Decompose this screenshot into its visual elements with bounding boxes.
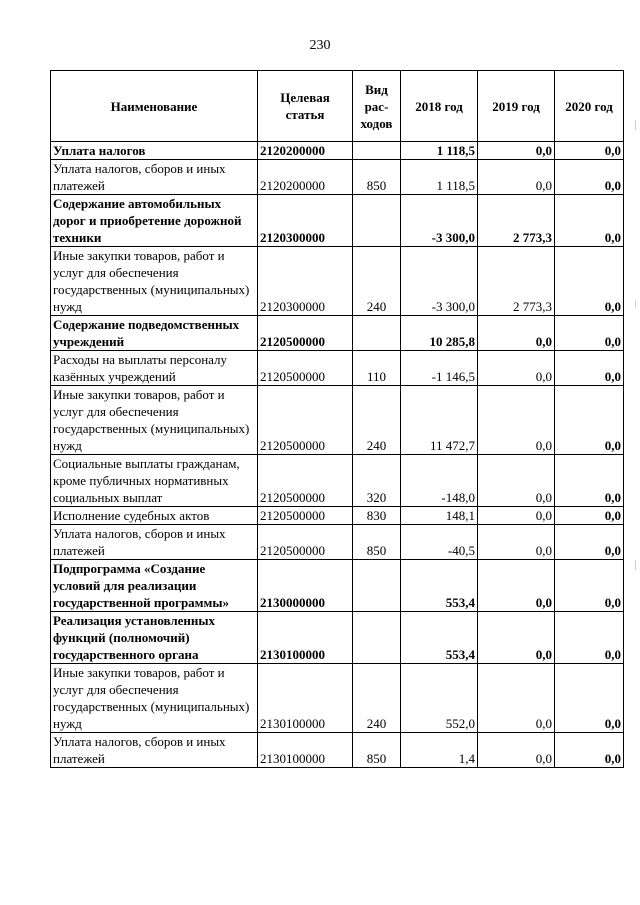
cell-2019: 0,0	[478, 612, 555, 664]
cell-2019: 2 773,3	[478, 247, 555, 316]
cell-name: Уплата налогов	[51, 142, 258, 160]
cell-kind	[353, 612, 401, 664]
cell-2020: 0,0	[555, 525, 624, 560]
cell-name: Исполнение судебных актов	[51, 507, 258, 525]
cell-2019: 0,0	[478, 351, 555, 386]
table-row	[51, 733, 624, 768]
cell-kind: 240	[353, 386, 401, 455]
cell-2020: 0,0	[555, 247, 624, 316]
cell-kind: 850	[353, 733, 401, 768]
cell-2018: 553,4	[401, 612, 478, 664]
cell-name: Уплата налогов, сборов и иных платежей	[51, 733, 258, 768]
cell-2019: 2 773,3	[478, 195, 555, 247]
table-row	[51, 612, 624, 664]
cell-code: 2130100000	[258, 664, 353, 733]
cell-kind	[353, 560, 401, 612]
cell-2018: 11 472,7	[401, 386, 478, 455]
cell-kind	[353, 316, 401, 351]
cell-2018: -148,0	[401, 455, 478, 507]
cell-name: Подпрограмма «Создание условий для реализации государственной программы»	[51, 560, 258, 612]
cell-kind: 240	[353, 247, 401, 316]
cell-code: 2120500000	[258, 316, 353, 351]
cell-2019: 0,0	[478, 525, 555, 560]
cell-name: Иные закупки товаров, работ и услуг для обеспечения государственных (муниципальных) нужд	[51, 247, 258, 316]
budget-table	[50, 70, 624, 768]
cell-2018: 1,4	[401, 733, 478, 768]
cell-2018: 1 118,5	[401, 142, 478, 160]
cell-2019: 0,0	[478, 142, 555, 160]
cell-name: Уплата налогов, сборов и иных платежей	[51, 525, 258, 560]
cell-code: 2120500000	[258, 507, 353, 525]
table-row	[51, 455, 624, 507]
cell-code: 2120300000	[258, 247, 353, 316]
cell-code: 2130000000	[258, 560, 353, 612]
cell-2019: 0,0	[478, 507, 555, 525]
cell-2020: 0,0	[555, 664, 624, 733]
cell-2020: 0,0	[555, 733, 624, 768]
header-code: Целевая статья	[258, 71, 353, 142]
cell-kind: 830	[353, 507, 401, 525]
cell-code: 2120200000	[258, 160, 353, 195]
cell-kind	[353, 142, 401, 160]
cell-name: Содержание автомобильных дорог и приобретение дорожной техники	[51, 195, 258, 247]
cell-name: Иные закупки товаров, работ и услуг для обеспечения государственных (муниципальных) нужд	[51, 664, 258, 733]
cell-2020: 0,0	[555, 507, 624, 525]
cell-2020: 0,0	[555, 612, 624, 664]
scan-edge-mark	[635, 120, 636, 130]
table-row	[51, 316, 624, 351]
table-body	[51, 142, 624, 768]
cell-name: Реализация установленных функций (полномочий) государственного органа	[51, 612, 258, 664]
cell-code: 2130100000	[258, 612, 353, 664]
cell-2020: 0,0	[555, 316, 624, 351]
page-number: 230	[309, 38, 331, 53]
cell-2020: 0,0	[555, 386, 624, 455]
cell-code: 2120500000	[258, 386, 353, 455]
cell-name: Расходы на выплаты персоналу казённых учреждений	[51, 351, 258, 386]
table-row	[51, 160, 624, 195]
cell-2019: 0,0	[478, 455, 555, 507]
cell-name: Содержание подведомственных учреждений	[51, 316, 258, 351]
cell-2018: 552,0	[401, 664, 478, 733]
cell-2020: 0,0	[555, 351, 624, 386]
scan-edge-mark	[635, 300, 636, 308]
table-row	[51, 560, 624, 612]
scan-edge-mark	[635, 560, 636, 570]
table-row	[51, 525, 624, 560]
table-row	[51, 195, 624, 247]
cell-2019: 0,0	[478, 560, 555, 612]
header-2018: 2018 год	[401, 71, 478, 142]
cell-code: 2120500000	[258, 525, 353, 560]
cell-code: 2120500000	[258, 455, 353, 507]
table-row	[51, 247, 624, 316]
cell-2019: 0,0	[478, 316, 555, 351]
cell-kind	[353, 195, 401, 247]
cell-code: 2130100000	[258, 733, 353, 768]
header-kind: Вид рас-ходов	[353, 71, 401, 142]
cell-code: 2120200000	[258, 142, 353, 160]
cell-2019: 0,0	[478, 733, 555, 768]
cell-2018: -3 300,0	[401, 195, 478, 247]
table-row	[51, 664, 624, 733]
cell-2018: 10 285,8	[401, 316, 478, 351]
cell-2020: 0,0	[555, 195, 624, 247]
header-2020: 2020 год	[555, 71, 624, 142]
cell-name: Социальные выплаты гражданам, кроме публичных нормативных социальных выплат	[51, 455, 258, 507]
cell-kind: 240	[353, 664, 401, 733]
cell-2018: -1 146,5	[401, 351, 478, 386]
cell-code: 2120500000	[258, 351, 353, 386]
cell-2019: 0,0	[478, 160, 555, 195]
cell-name: Иные закупки товаров, работ и услуг для обеспечения государственных (муниципальных) нужд	[51, 386, 258, 455]
cell-2020: 0,0	[555, 455, 624, 507]
cell-2018: 553,4	[401, 560, 478, 612]
cell-2018: 1 118,5	[401, 160, 478, 195]
cell-2019: 0,0	[478, 664, 555, 733]
table-row	[51, 386, 624, 455]
cell-kind: 850	[353, 160, 401, 195]
cell-2020: 0,0	[555, 142, 624, 160]
header-2019: 2019 год	[478, 71, 555, 142]
cell-2020: 0,0	[555, 560, 624, 612]
cell-name: Уплата налогов, сборов и иных платежей	[51, 160, 258, 195]
cell-2018: 148,1	[401, 507, 478, 525]
cell-code: 2120300000	[258, 195, 353, 247]
table-row	[51, 351, 624, 386]
cell-2020: 0,0	[555, 160, 624, 195]
cell-2018: -40,5	[401, 525, 478, 560]
cell-kind: 850	[353, 525, 401, 560]
cell-kind: 110	[353, 351, 401, 386]
table-row	[51, 507, 624, 525]
table-header-row	[51, 71, 624, 142]
cell-kind: 320	[353, 455, 401, 507]
cell-2018: -3 300,0	[401, 247, 478, 316]
cell-2019: 0,0	[478, 386, 555, 455]
header-name: Наименование	[51, 71, 258, 142]
table-row	[51, 142, 624, 160]
